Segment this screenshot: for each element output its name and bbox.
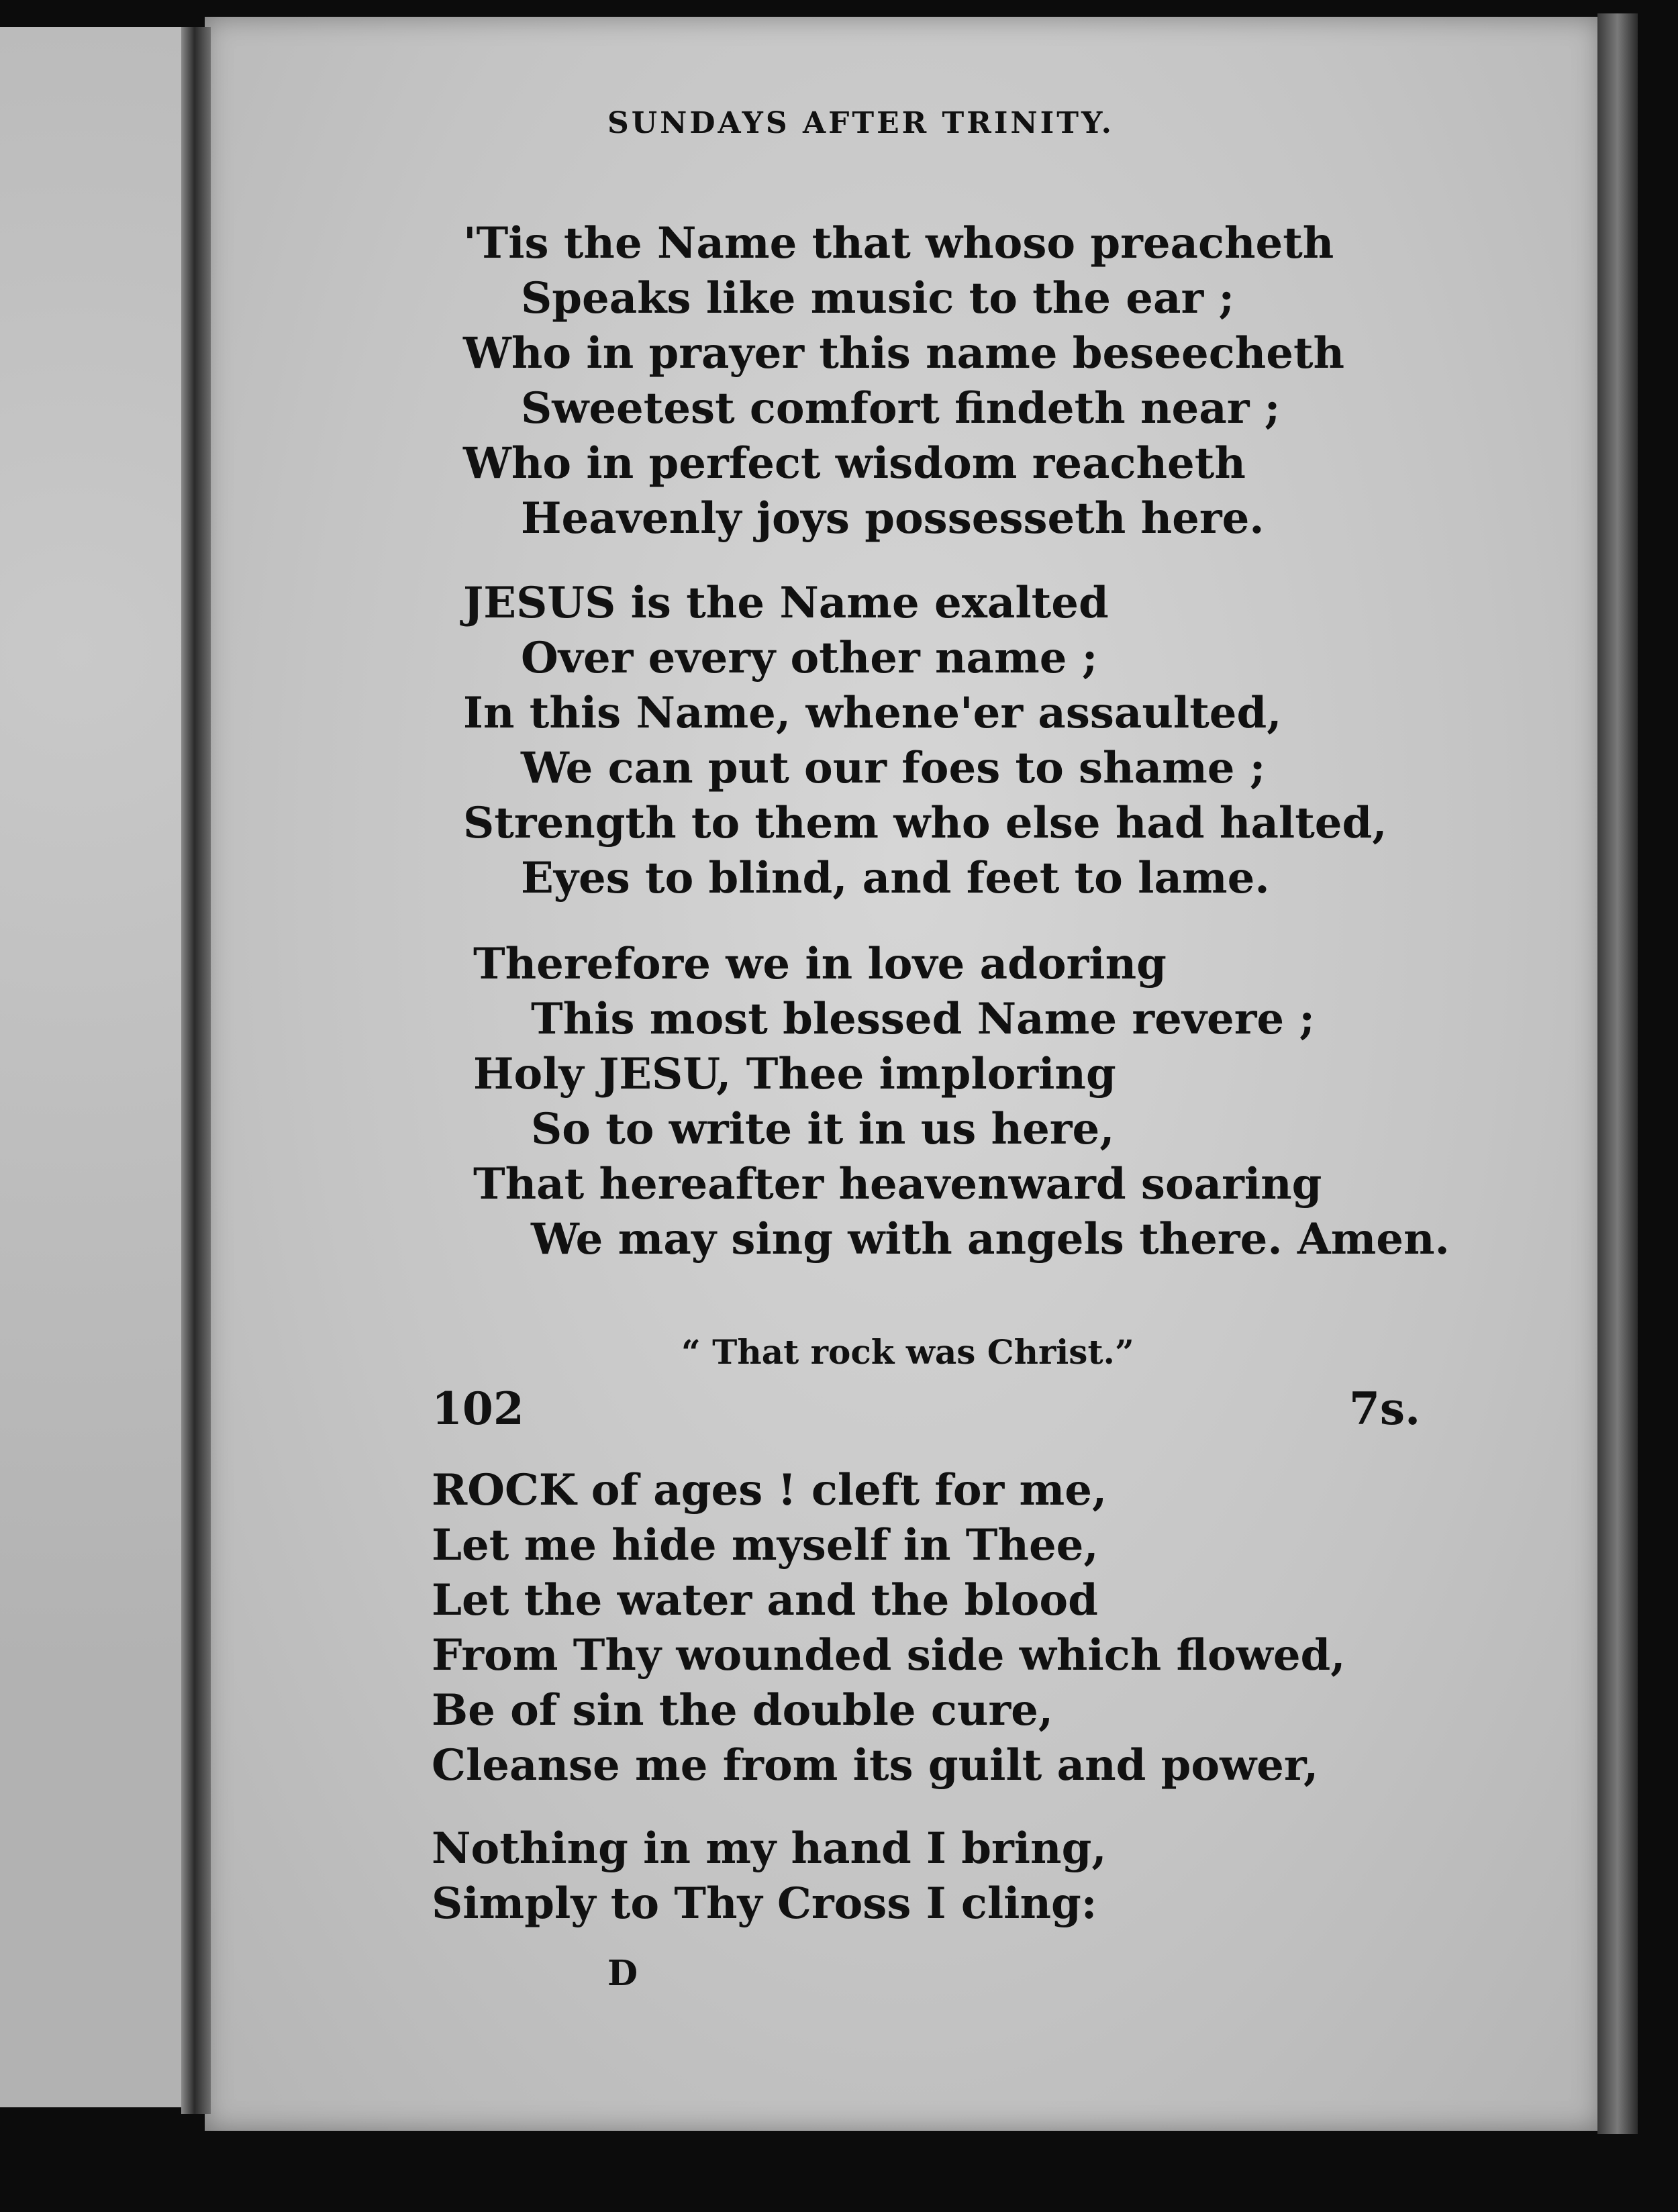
verse-line: We may sing with angels there. Amen. (531, 1214, 1450, 1264)
verse-line: We can put our foes to shame ; (521, 743, 1266, 793)
verse-line: Eyes to blind, and feet to lame. (521, 853, 1270, 903)
verse-line: Sweetest comfort findeth near ; (521, 383, 1281, 434)
verse-line: In this Name, whene'er assaulted, (463, 688, 1282, 738)
verse-line: Speaks like music to the ear ; (521, 273, 1235, 323)
verse-line: Let the water and the blood (432, 1575, 1098, 1625)
verse-line: Holy JESU, Thee imploring (473, 1049, 1116, 1099)
running-header: SUNDAYS AFTER TRINITY. (607, 106, 1115, 140)
verse-line: Who in perfect wisdom reacheth (463, 438, 1246, 489)
verse-line: That hereafter heavenward soaring (473, 1159, 1322, 1209)
verse-line: Simply to Thy Cross I cling: (432, 1878, 1097, 1929)
verse-line: Who in prayer this name beseecheth (463, 328, 1345, 379)
verse-line: Be of sin the double cure, (432, 1685, 1054, 1736)
verse-line: So to write it in us here, (531, 1104, 1115, 1154)
verse-line: ROCK of ages ! cleft for me, (432, 1465, 1107, 1515)
verse-line: From Thy wounded side which flowed, (432, 1630, 1346, 1680)
verse-line: Cleanse me from its guilt and power, (432, 1740, 1319, 1791)
verse-line: Over every other name ; (521, 633, 1098, 683)
hymn-102-stanza-1 (432, 1463, 1346, 1793)
verse-line: Strength to them who else had halted, (463, 798, 1387, 848)
hymn-number: 102 (432, 1382, 524, 1435)
stanza-2 (463, 576, 1387, 906)
page-edge-shadow (1597, 13, 1638, 2134)
signature-mark: D (607, 1953, 638, 1994)
verse-line: 'Tis the Name that whoso preacheth (463, 218, 1334, 268)
verse-line: JESUS is the Name exalted (463, 578, 1109, 628)
facing-page-edge (0, 27, 189, 2107)
hymn-102-stanza-2 (432, 1821, 1107, 1931)
hymn-meter: 7s. (1349, 1382, 1421, 1435)
verse-line: Therefore we in love adoring (473, 939, 1167, 989)
stanza-3 (473, 937, 1450, 1267)
verse-line: This most blessed Name revere ; (531, 994, 1316, 1044)
verse-line: Nothing in my hand I bring, (432, 1823, 1107, 1874)
stanza-1 (463, 216, 1344, 546)
book-gutter (181, 27, 211, 2114)
verse-line: Heavenly joys possesseth here. (521, 493, 1265, 544)
hymn-epigraph: “ That rock was Christ.” (681, 1332, 1134, 1372)
verse-line: Let me hide myself in Thee, (432, 1520, 1099, 1570)
